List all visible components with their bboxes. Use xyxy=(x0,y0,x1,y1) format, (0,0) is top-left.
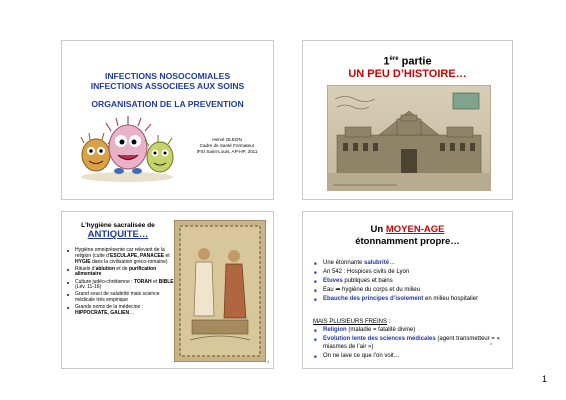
antique-fresco-illustration xyxy=(174,220,266,362)
germ-mascots-illustration xyxy=(78,113,176,183)
title-highlight: MOYEN-AGE xyxy=(385,224,445,235)
slide-2-title xyxy=(303,53,512,80)
slide-2-title-line1 xyxy=(303,53,512,68)
list-item: ■ On ne lave ce que l’on voit… xyxy=(323,353,513,361)
list-item: ■ Culture judéo-chrétienne : TORAH et BIBLE (Lév. 11-16) xyxy=(75,280,175,292)
slide-3-heading-line1: L’hygiène sacralisée de xyxy=(81,222,155,229)
slide-1-title xyxy=(62,71,273,91)
part-number: 1 xyxy=(383,55,390,68)
slide-1-thumbnail xyxy=(61,40,274,200)
list-item: ■ Grands noms de la médecine : HIPPOCRATE, GALIEN… xyxy=(75,305,175,317)
list-item: ■ Ebauche des principes d’isolement en milieu hospitalier xyxy=(323,296,513,304)
slide-3-thumbnail xyxy=(61,211,274,369)
list-item: ■ Grand souci de salubrité mais science médicale très empirique xyxy=(75,292,175,304)
page-number: 1 xyxy=(542,374,548,384)
part-word: partie xyxy=(398,55,432,68)
slide-2-thumbnail xyxy=(302,40,513,200)
slide-1-subtitle: ORGANISATION DE LA PREVENTION xyxy=(91,99,244,109)
list-item: ■ Eau ➡ hygiène du corps et du milieu xyxy=(323,287,513,295)
old-postcard-hospital-photo xyxy=(327,85,491,191)
list-item: ■ An 542 : Hospices civils de Lyon xyxy=(323,269,513,277)
author-name: Hervé OLEON xyxy=(212,137,242,142)
slide-4-number: 4 xyxy=(489,341,492,346)
list-item: ■ Evolution lente des sciences médicales (agent transmetteur = « miasmes de l’air ») xyxy=(323,336,513,351)
germ-mascot-center xyxy=(106,116,151,174)
postage-stamp xyxy=(453,93,479,109)
germ-mascot-left xyxy=(81,133,112,171)
germ-mascot-right xyxy=(145,135,173,172)
slide-4-bullet-list xyxy=(313,260,513,305)
slide-4-thumbnail xyxy=(302,211,513,369)
slide-4-title-line2: étonnamment propre… xyxy=(355,236,460,247)
list-item: ■ Une étonnante salubrité… xyxy=(323,260,513,268)
slide-3-heading xyxy=(70,222,166,240)
list-item: ■ Rituels d’ablution et de purification alimentaire xyxy=(75,267,175,279)
slide-3-heading-line2: ANTIQUITE… xyxy=(87,229,149,240)
freins-heading: MAIS PLUSIEURS FREINS : xyxy=(313,319,391,325)
slide-1-title-line1: INFECTIONS NOSOCOMIALES xyxy=(104,71,231,81)
slide-3-number: 3 xyxy=(266,359,269,364)
list-item: ■ Etuves publiques et bains xyxy=(323,278,513,286)
slide-4-freins-list xyxy=(313,327,513,362)
list-item: ■ Hygiène omniprésente car relevant de la religion (culte d’ESCULAPE, PANACEE et HYGIE dans la civilisation gréco-romaine) xyxy=(75,248,175,265)
part-number-suffix: ère xyxy=(389,56,399,62)
author-role: Cadre de Santé Formateur xyxy=(199,143,255,148)
slide-1-title-line2: INFECTIONS ASSOCIEES AUX SOINS xyxy=(90,81,245,91)
author-organisation: IFSI Saint-Louis, AP-HP, 2011 xyxy=(196,149,258,154)
slide-4-title-line1: Un MOYEN-AGE xyxy=(370,224,445,235)
slide-2-title-line2: UN PEU D’HISTOIRE… xyxy=(348,67,467,80)
slide-3-bullet-list xyxy=(65,248,175,318)
slide-4-title xyxy=(303,224,512,248)
list-item: ■ Religion (maladie = fatalité divine) xyxy=(323,327,513,335)
author-block xyxy=(182,137,272,155)
